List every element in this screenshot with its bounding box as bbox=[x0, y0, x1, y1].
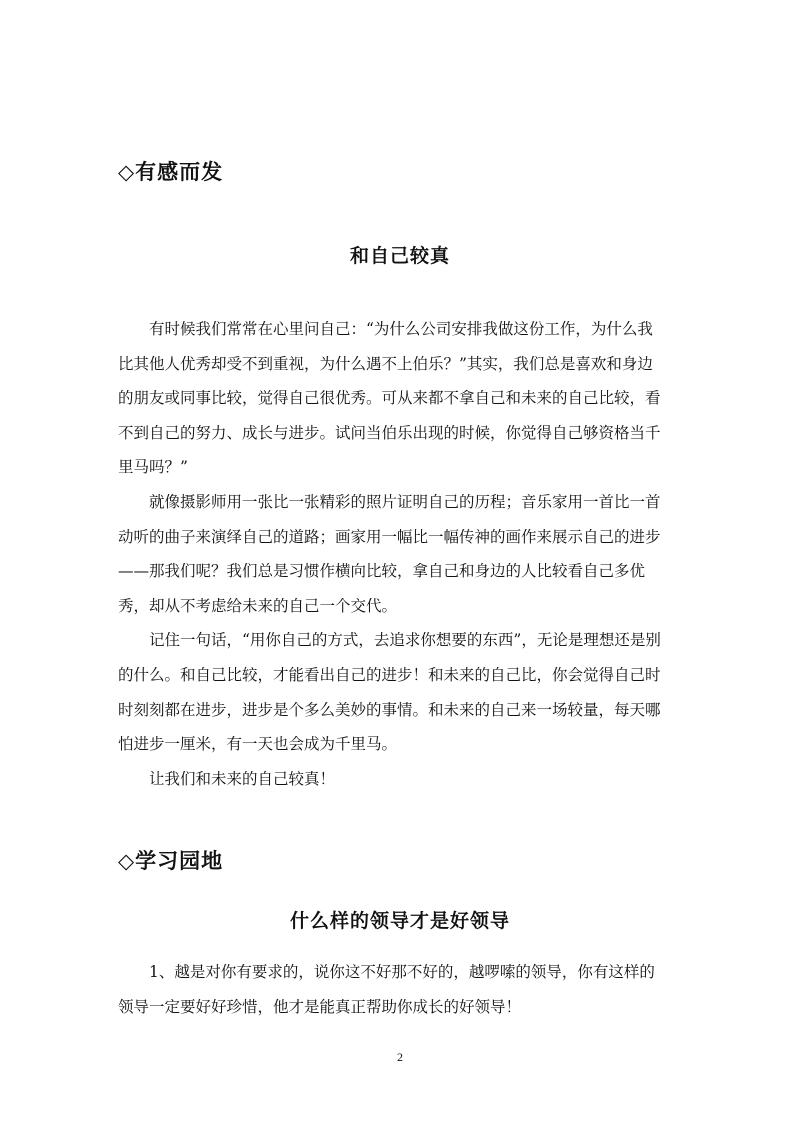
paragraph-line: 的朋友或同事比较，觉得自己很优秀。可从来都不拿自己和未来的自己比较，看 bbox=[118, 389, 661, 408]
paragraph-line: 秀，却从不考虑给未来的自己一个交代。 bbox=[118, 596, 398, 615]
paragraph-line: 不到自己的努力、成长与进步。试问当伯乐出现的时候，你觉得自己够资格当千 bbox=[118, 423, 661, 442]
paragraph-line: 记住一句话，“用你自己的方式，去追求你想要的东西”，无论是理想还是别 bbox=[149, 631, 661, 650]
article-title-good-leader: 什么样的领导才是好领导 bbox=[289, 910, 510, 932]
paragraph-line: 时刻刻都在进步，进步是个多么美妙的事情。和未来的自己来一场较量，每天哪 bbox=[118, 700, 661, 719]
paragraph-line: 怕进步一厘米，有一天也会成为千里马。 bbox=[118, 735, 398, 754]
section-heading-learning: ◇学习园地 bbox=[118, 849, 224, 873]
paragraph-line: 里马吗？” bbox=[118, 458, 188, 477]
paragraph-line: 领导一定要好好珍惜，他才是能真正帮助你成长的好领导！ bbox=[118, 997, 522, 1016]
paragraph-line: 1、越是对你有要求的，说你这不好那不好的，越啰嗦的领导，你有这样的 bbox=[149, 963, 655, 981]
paragraph-line: 让我们和未来的自己较真！ bbox=[149, 769, 336, 788]
paragraph-line: 的什么。和自己比较，才能看出自己的进步！和未来的自己比，你会觉得自己时 bbox=[118, 665, 661, 684]
paragraph-line: 就像摄影师用一张比一张精彩的照片证明自己的历程；音乐家用一首比一首 bbox=[149, 492, 661, 511]
article-body-compete-with-self bbox=[118, 312, 680, 796]
page-number: 2 bbox=[397, 1050, 403, 1064]
article-body-good-leader bbox=[118, 955, 680, 1024]
paragraph-line: 比其他人优秀却受不到重视，为什么遇不上伯乐？”其实，我们总是喜欢和身边 bbox=[118, 354, 653, 373]
article-title-compete-with-self: 和自己较真 bbox=[349, 245, 450, 267]
paragraph-line: ——那我们呢？我们总是习惯作横向比较，拿自己和身边的人比较看自己多优 bbox=[118, 562, 646, 581]
section-heading-feelings: ◇有感而发 bbox=[118, 160, 224, 184]
paragraph-line: 动听的曲子来演绎自己的道路；画家用一幅比一幅传神的画作来展示自己的进步 bbox=[118, 527, 661, 546]
paragraph-line: 有时候我们常常在心里问自己：“为什么公司安排我做这份工作，为什么我 bbox=[149, 320, 653, 338]
